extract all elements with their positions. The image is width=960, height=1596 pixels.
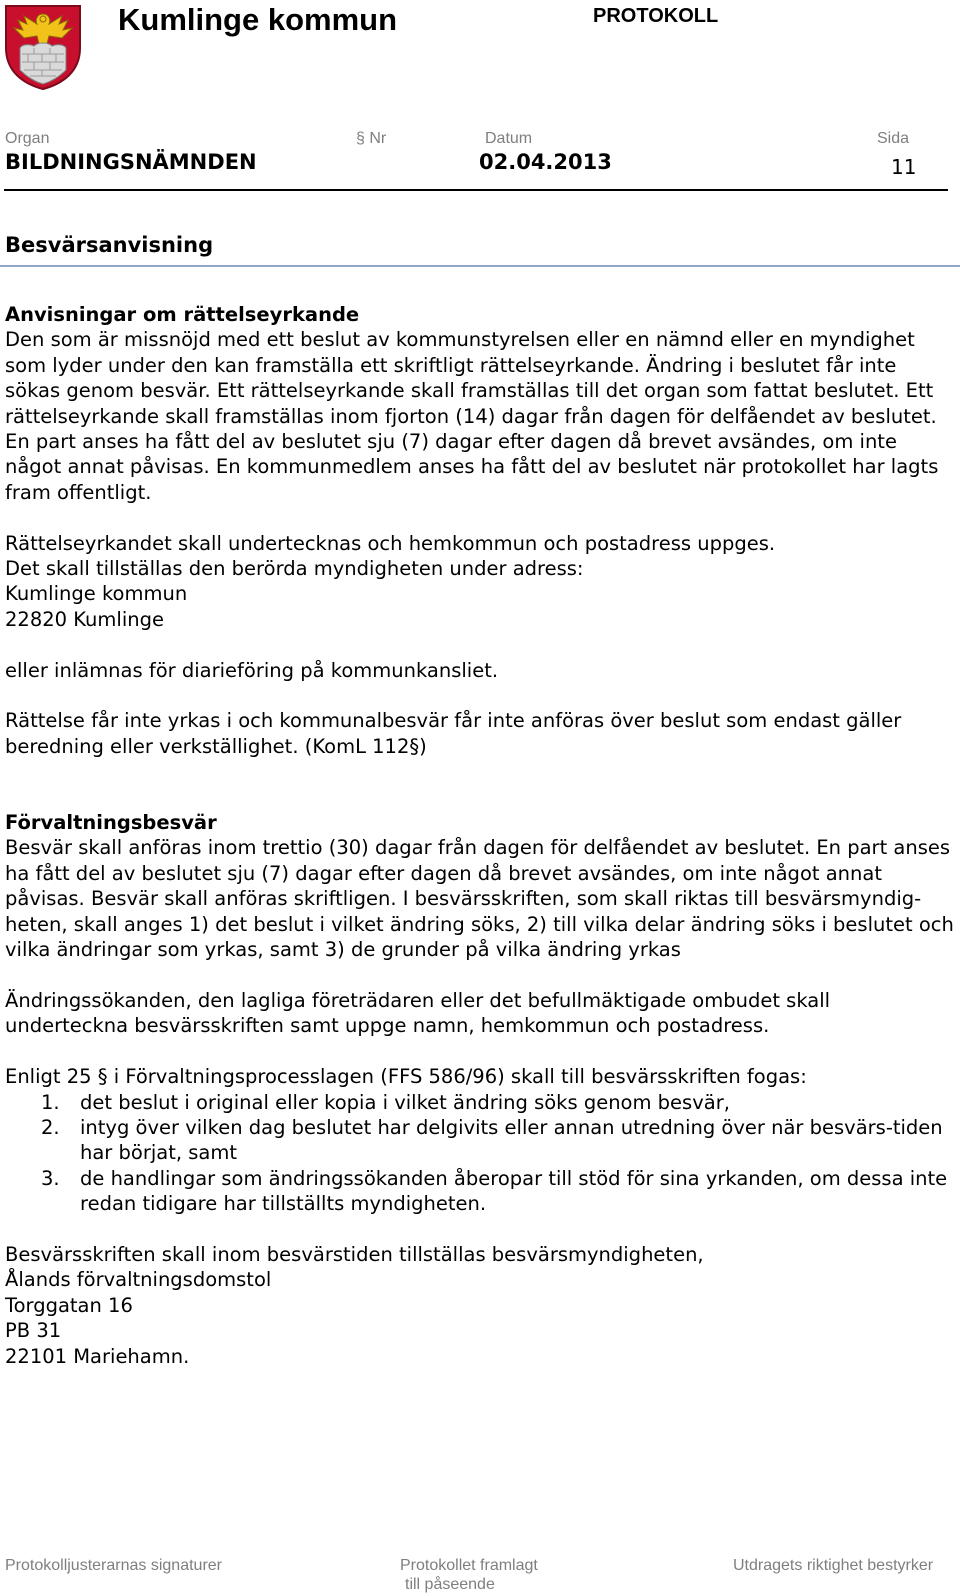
footer-posted-line-1: Protokollet framlagt — [400, 1557, 538, 1574]
rattelse-line-2: Det skall tillställas den berörda myndigheten under adress: — [5, 557, 584, 581]
date-label: Datum — [485, 130, 533, 147]
list-number: 2. — [41, 1115, 60, 1139]
document-type: PROTOKOLL — [593, 5, 719, 27]
forvaltning-paragraph-1: Besvär skall anföras inom trettio (30) dagar från dagen för delfåendet av beslutet. En part anses ha fått del av beslutet sju (7) dagar efter dagen då brevet avsändes, om inte något annat påvisas. Besvär skall anföras skriftligen. I besvärsskriften, som skall riktas till besvärsmyndig-heten, skall anges 1) det beslut i vilket ändring söks, 2) till vilka delar ändring söks i beslutet och vilka ändringar som yrkas, samt 3) de grunder på vilka ändring yrkas — [5, 836, 954, 962]
rattelse-heading: Anvisningar om rättelseyrkande — [5, 303, 360, 326]
address-line-4: PB 31 — [5, 1319, 62, 1343]
list-text: intyg över vilken dag beslutet har delgivits eller annan utredning över när besvärs-tiden har börjat, samt — [80, 1115, 943, 1165]
page-number: 11 — [891, 155, 917, 179]
section-number-label: § Nr — [356, 130, 387, 147]
footer-signatures-label: Protokolljusterarnas signaturer — [5, 1557, 222, 1574]
address-line-2: Ålands förvaltningsdomstol — [5, 1268, 272, 1292]
forvaltning-paragraph-2: Ändringssökanden, den lagliga företrädaren eller det befullmäktigade ombudet skall underteckna besvärsskriften samt uppge namn, hemkommun och postadress. — [5, 988, 831, 1038]
list-item — [5, 1166, 955, 1217]
list-number: 3. — [41, 1166, 60, 1190]
rattelse-line-1: Rättelseyrkandet skall undertecknas och hemkommun och postadress uppges. — [5, 531, 776, 555]
footer-posted-label — [400, 1556, 560, 1594]
footer-posted-line-2: till påseende — [405, 1576, 495, 1593]
date-value: 02.04.2013 — [479, 150, 612, 174]
coat-of-arms-icon — [4, 4, 82, 90]
address-line-3: Torggatan 16 — [5, 1293, 133, 1317]
list-item — [5, 1090, 955, 1115]
organ-value: BILDNINGSNÄMNDEN — [5, 150, 257, 174]
rattelse-line-4: 22820 Kumlinge — [5, 607, 164, 631]
list-text: de handlingar som ändringssökanden åberopar till stöd för sina yrkanden, om dessa inte redan tidigare har tillställts myndigheten. — [80, 1166, 948, 1216]
rattelse-paragraph-4: Rättelse får inte yrkas i och kommunalbesvär får inte anföras över beslut som endast gäller beredning eller verkställighet. (KomL 112§) — [5, 709, 902, 758]
forvaltning-heading: Förvaltningsbesvär — [5, 811, 217, 835]
rattelse-paragraph-1: Den som är missnöjd med ett beslut av kommunstyrelsen eller en nämnd eller en myndighet som lyder under den kan framställa ett skriftligt rättelseyrkande. Ändring i beslutet får inte sökas genom besvär. Ett rättelseyrkande skall framställas till det organ som fattat beslutet. Ett rättelseyrkande skall framställas inom fjorton (14) dagar från dagen för delfåendet av beslutet. En part anses ha fått del av beslutet sju (7) dagar efter dagen då brevet avsändes, om inte något annat påvisas. En kommunmedlem anses ha fått del av beslutet när protokollet har lagts fram offentligt. — [5, 328, 939, 504]
organization-title: Kumlinge kommun — [118, 2, 398, 37]
rattelse-paragraph-3: eller inlämnas för diarieföring på kommunkansliet. — [5, 658, 499, 682]
page-label: Sida — [877, 130, 910, 147]
rattelse-line-3: Kumlinge kommun — [5, 582, 188, 606]
header-divider — [4, 189, 948, 191]
forvaltning-paragraph-3: Enligt 25 § i Förvaltningsprocesslagen (FFS 586/96) skall till besvärsskriften fogas: — [5, 1065, 807, 1089]
list-number: 1. — [41, 1090, 60, 1114]
footer-certification-label: Utdragets riktighet bestyrker — [733, 1557, 934, 1574]
address-line-1: Besvärsskriften skall inom besvärstiden tillställas besvärsmyndigheten, — [5, 1242, 704, 1266]
section-title: Besvärsanvisning — [5, 233, 214, 257]
section-divider — [0, 265, 960, 267]
address-line-5: 22101 Mariehamn. — [5, 1344, 190, 1368]
attachment-list — [5, 1090, 955, 1217]
list-item — [5, 1115, 955, 1166]
list-text: det beslut i original eller kopia i vilket ändring söks genom besvär, — [80, 1090, 730, 1114]
document-body — [5, 302, 955, 1369]
organ-label: Organ — [5, 130, 50, 147]
